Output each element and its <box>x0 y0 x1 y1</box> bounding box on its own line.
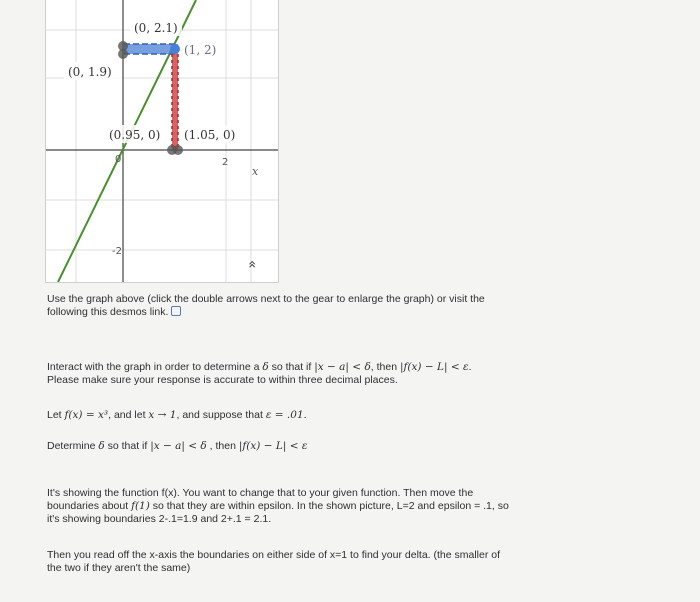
det-epsilon-condition: |f(x) − L| < ε <box>238 440 308 452</box>
hint-line-3: it's showing boundaries 2-.1=1.9 and 2+.1 = 2.1. <box>47 513 272 525</box>
interact-paragraph <box>47 361 647 387</box>
let-text-e: , and suppose that <box>176 409 266 421</box>
delta-hint-paragraph <box>47 549 647 575</box>
det-delta-condition: |x − a| < δ <box>150 440 207 452</box>
interact-text-g: . <box>468 361 472 373</box>
delta-hint-line-1: Then you read off the x-axis the boundaries on either side of x=1 to find your delta. (the smaller of <box>47 549 501 561</box>
det-text-c: so that if <box>104 440 151 452</box>
label-point-0-1.9: (0, 1.9) <box>68 65 112 79</box>
det-text-a: Determine <box>47 440 99 452</box>
hint-f1: f(1) <box>131 500 150 512</box>
hint-text-a: boundaries about <box>47 500 132 512</box>
label-point-1.05-0: (1.05, 0) <box>184 128 236 142</box>
function-definition: f(x) = x³ <box>64 409 109 421</box>
interact-line-2: Please make sure your response is accurate to within three decimal places. <box>47 374 398 386</box>
interact-text-e: , then <box>370 361 400 373</box>
tick-x-2: 2 <box>222 157 229 168</box>
external-link-icon[interactable] <box>171 306 181 316</box>
det-delta: δ <box>98 440 105 452</box>
delta-symbol: δ <box>262 361 269 373</box>
point-1-2[interactable] <box>170 44 180 54</box>
point-1.05-0[interactable] <box>173 145 183 155</box>
hint-text-c: so that they are within epsilon. In the shown picture, L=2 and epsilon = .1, so <box>149 500 509 512</box>
limit-point: x → 1 <box>148 409 177 421</box>
let-text-a: Let <box>47 409 65 421</box>
delta-hint-line-2: the two if they aren't the same) <box>47 562 191 574</box>
interact-text-a: Interact with the graph in order to determine a <box>47 361 263 373</box>
hint-line-1: It's showing the function f(x). You want to change that to your given function. Then move the <box>47 487 474 499</box>
determine-statement <box>47 440 647 453</box>
instructions-line-2 <box>47 306 647 319</box>
hint-line-2 <box>47 500 647 513</box>
label-point-0-2.1: (0, 2.1) <box>134 21 178 35</box>
epsilon-value: ε = .01 <box>265 409 304 421</box>
instructions-line-1: Use the graph above (click the double arrows next to the gear to enlarge the graph) or visit the <box>47 293 485 305</box>
label-point-1-2: (1, 2) <box>184 43 217 57</box>
collapse-arrows-icon[interactable]: « <box>244 260 260 269</box>
let-text-g: . <box>303 409 307 421</box>
hint-paragraph <box>47 487 647 526</box>
delta-band <box>172 54 178 150</box>
desmos-link[interactable]: following this desmos link. <box>47 306 169 318</box>
graph-canvas <box>46 0 278 282</box>
interact-line-1 <box>47 361 647 374</box>
epsilon-band <box>124 44 178 54</box>
let-statement <box>47 409 647 422</box>
axis-label-x: x <box>252 165 259 178</box>
label-point-0.95-0: (0.95, 0) <box>109 128 161 142</box>
tick-y-neg2: -2 <box>112 246 122 257</box>
instructions-paragraph <box>47 293 647 319</box>
interact-text-c: so that if <box>268 361 315 373</box>
det-text-e: , then <box>206 440 239 452</box>
point-0-1.9[interactable] <box>118 49 128 59</box>
epsilon-condition: |f(x) − L| < ε <box>399 361 469 373</box>
tick-x-0: 0 <box>115 154 122 165</box>
delta-condition: |x − a| < δ <box>314 361 371 373</box>
desmos-graph[interactable] <box>45 0 279 283</box>
let-text-c: , and let <box>108 409 149 421</box>
